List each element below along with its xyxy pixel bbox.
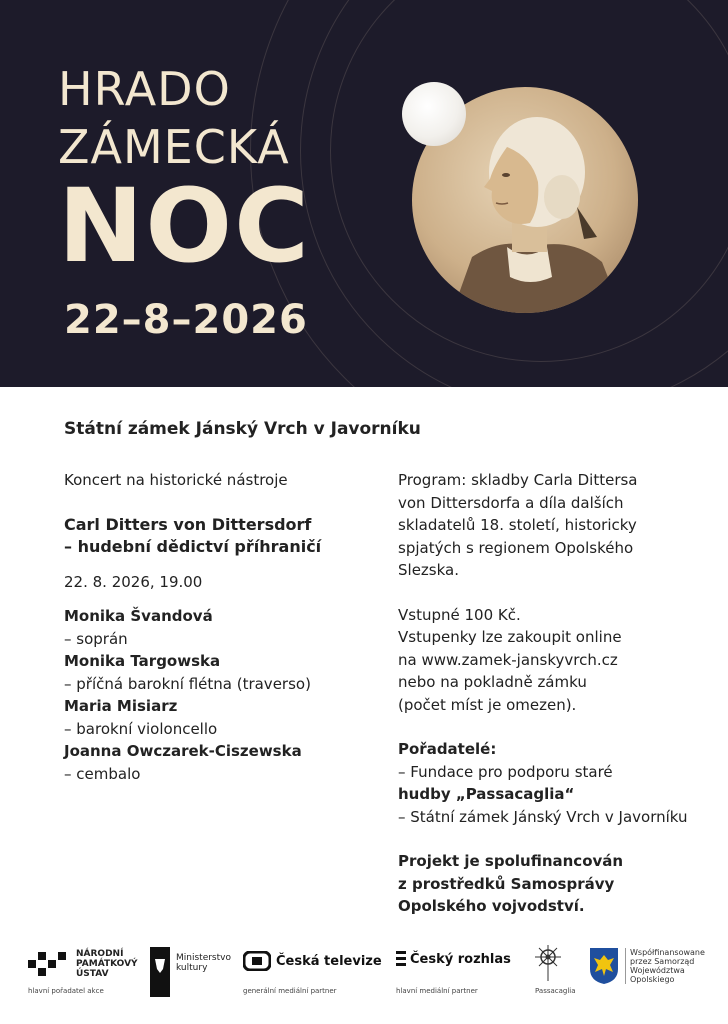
left-column [64, 469, 364, 785]
cr-caption: hlavní mediální partner [396, 987, 478, 995]
opole-text-line: przez Samorząd [630, 957, 695, 966]
organizer-line: hudby „Passacaglia“ [398, 785, 575, 803]
passacaglia-logo [531, 943, 565, 983]
ticket-line: na www.zamek-janskyvrch.cz [398, 650, 618, 669]
moon-graphic [402, 82, 466, 146]
performer-role: – příčná barokní flétna (traverso) [64, 674, 311, 693]
ticket-line: Vstupné 100 Kč. [398, 605, 521, 624]
cr-logo [396, 951, 511, 967]
concert-datetime: 22. 8. 2026, 19.00 [64, 572, 203, 591]
funding-line: Opolského vojvodství. [398, 897, 585, 915]
opole-text-line: Opolskiego [630, 975, 675, 984]
right-column [398, 469, 718, 918]
performer-name: Maria Misiarz [64, 697, 178, 715]
program-line: Program: skladby Carla Dittersa [398, 471, 638, 489]
opole-text-line: Województwa [630, 966, 685, 975]
organizer-line: – Fundace pro podporu staré [398, 762, 613, 781]
cr-icon [396, 951, 406, 967]
ministry-name-line: kultury [176, 963, 208, 973]
ct-logo [243, 951, 382, 971]
event-details [0, 387, 728, 937]
ministry-emblem-icon [150, 947, 170, 997]
program-line: von Dittersdorfa a díla dalších [398, 493, 624, 512]
passacaglia-emblem-icon [531, 943, 565, 983]
partner-logos [0, 937, 728, 1024]
performer-role: – barokní violoncello [64, 719, 218, 738]
ticket-line: nebo na pokladně zámku [398, 673, 587, 691]
title-line-3: NOC [58, 167, 311, 286]
program-title-line-2: – hudební dědictví příhraničí [64, 537, 322, 556]
ticket-line: Vstupenky lze zakoupit online [398, 628, 622, 646]
concert-type: Koncert na historické nástroje [64, 471, 288, 489]
performer-name: Joanna Owczarek-Ciszewska [64, 742, 302, 760]
opole-coat-of-arms-icon [589, 947, 619, 985]
npu-name-line: NÁRODNÍ [76, 949, 124, 959]
title-line-2: ZÁMECKÁ [58, 120, 290, 174]
ct-icon [243, 951, 271, 971]
performer-role: – cembalo [64, 764, 141, 783]
ministry-name-line: Ministerstvo [176, 953, 231, 963]
program-line: spjatých s regionem Opolského [398, 538, 634, 557]
venue-heading: Státní zámek Jánský Vrch v Javorníku [64, 419, 421, 439]
ticket-line: (počet míst je omezen). [398, 695, 577, 714]
npu-name-line: ÚSTAV [76, 969, 109, 979]
ministry-logo [150, 947, 231, 997]
organizers-title: Pořadatelé: [398, 740, 497, 758]
performer-role: – soprán [64, 629, 128, 648]
performer-name: Monika Švandová [64, 607, 213, 625]
opole-logo [589, 947, 705, 985]
opole-text-line: Współfinansowane [630, 948, 705, 957]
program-title-line-1: Carl Ditters von Dittersdorf [64, 514, 312, 534]
funding-line: Projekt je spolufinancován [398, 852, 624, 870]
npu-logo [28, 949, 138, 979]
program-line: Slezska. [398, 561, 459, 579]
program-line: skladatelů 18. století, historicky [398, 516, 637, 534]
funding-line: z prostředků Samosprávy [398, 874, 615, 893]
npu-caption: hlavní pořadatel akce [28, 987, 104, 995]
ct-caption: generální mediální partner [243, 987, 337, 995]
hero-banner [0, 0, 728, 387]
passacaglia-caption: Passacaglia [535, 987, 576, 995]
npu-name-line: PAMÁTKOVÝ [76, 959, 138, 969]
event-date: 22–8–2026 [64, 297, 308, 343]
npu-icon [28, 950, 68, 978]
title-line-1: HRADO [58, 62, 231, 116]
ct-name: Česká televize [276, 953, 382, 969]
organizer-line: – Státní zámek Jánský Vrch v Javorníku [398, 807, 688, 826]
performer-name: Monika Targowska [64, 652, 221, 670]
cr-name: Český rozhlas [410, 951, 511, 967]
